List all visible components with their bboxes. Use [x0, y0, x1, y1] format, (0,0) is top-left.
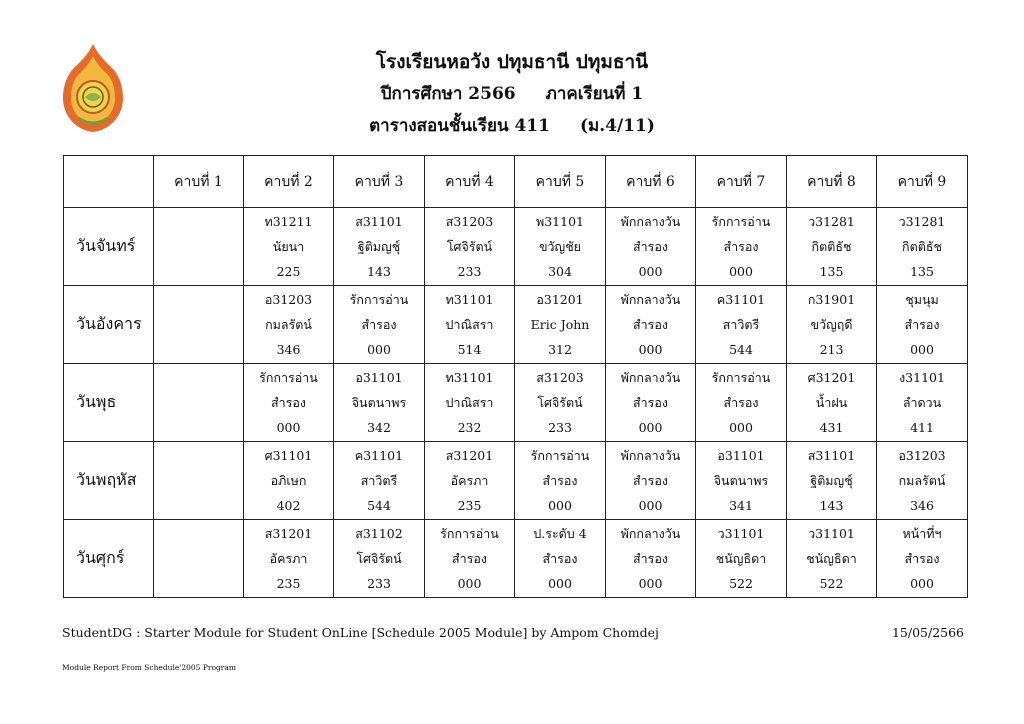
- room-number: 232: [457, 420, 482, 435]
- timetable-cell: [425, 520, 515, 598]
- room-number: 000: [729, 264, 753, 279]
- timetable-cell: [696, 520, 787, 598]
- school-title: โรงเรียนหอวัง ปทุมธานี ปทุมธานี: [375, 51, 649, 73]
- day-label: วันจันทร์: [64, 208, 154, 286]
- timetable-title: ตารางสอนชั้นเรียน 411: [369, 116, 550, 136]
- room-number: 233: [457, 264, 482, 279]
- timetable-cell: [787, 442, 877, 520]
- teacher-name: สำรอง: [633, 551, 668, 566]
- timetable-cell: [877, 208, 968, 286]
- teacher-name: ขวัญฤดี: [810, 317, 853, 332]
- timetable-cell: [425, 208, 515, 286]
- subject-code: ส31101: [807, 448, 856, 463]
- teacher-name: กมลรัตน์: [265, 317, 312, 332]
- room-number: 135: [910, 264, 934, 279]
- empty-cell: [154, 286, 244, 364]
- period-header: คาบที่ 1: [154, 156, 244, 208]
- teacher-name: Eric John: [530, 317, 590, 332]
- corner-cell: [64, 156, 154, 208]
- subject-code: ส31203: [445, 214, 494, 229]
- timetable: [63, 155, 968, 598]
- subject-code: รักการอ่าน: [259, 370, 318, 385]
- day-row: [64, 286, 968, 364]
- room-number: 544: [729, 342, 753, 357]
- room-number: 431: [819, 420, 844, 435]
- teacher-name: สำรอง: [633, 239, 668, 254]
- class-label: (ม.4/11): [579, 116, 655, 136]
- empty-cell: [154, 208, 244, 286]
- timetable-cell: [515, 286, 606, 364]
- room-number: 000: [457, 576, 482, 591]
- room-number: 304: [548, 264, 572, 279]
- timetable-cell: [606, 208, 696, 286]
- room-number: 514: [457, 342, 482, 357]
- room-number: 000: [638, 576, 663, 591]
- subject-code: ง31101: [899, 370, 945, 385]
- timetable-cell: [244, 442, 334, 520]
- teacher-name: สำรอง: [904, 317, 940, 332]
- teacher-name: น้ำฝน: [815, 395, 848, 410]
- room-number: 522: [729, 576, 753, 591]
- subject-code: ค31101: [716, 292, 766, 307]
- room-number: 411: [910, 420, 934, 435]
- teacher-name: ชนัญธิดา: [806, 551, 857, 566]
- teacher-name: โศจิรัตน์: [356, 551, 402, 566]
- teacher-name: อภิเษก: [270, 473, 307, 488]
- teacher-name: สำรอง: [904, 551, 940, 566]
- subject-code: พักกลางวัน: [620, 214, 681, 229]
- day-label: วันศุกร์: [64, 520, 154, 598]
- teacher-name: กิตติธัช: [811, 239, 852, 254]
- timetable-cell: [515, 442, 606, 520]
- teacher-name: โศจิรัตน์: [537, 395, 583, 410]
- period-header-row: [64, 156, 968, 208]
- teacher-name: กมลรัตน์: [898, 473, 946, 488]
- room-number: 402: [276, 498, 301, 513]
- timetable-cell: [515, 208, 606, 286]
- timetable-cell: [877, 364, 968, 442]
- period-header: คาบที่ 3: [334, 156, 425, 208]
- period-header: คาบที่ 4: [425, 156, 515, 208]
- subject-code: อ31101: [355, 370, 403, 385]
- room-number: 000: [367, 342, 391, 357]
- class-line: [200, 110, 824, 142]
- room-number: 233: [367, 576, 391, 591]
- timetable-cell: [334, 364, 425, 442]
- teacher-name: สำรอง: [723, 395, 759, 410]
- timetable-cell: [425, 442, 515, 520]
- timetable-cell: [334, 208, 425, 286]
- subject-code: ศ31101: [264, 448, 313, 463]
- teacher-name: จินตนาพร: [351, 395, 407, 410]
- timetable-cell: [244, 520, 334, 598]
- subject-code: ส31102: [355, 526, 403, 541]
- subject-code: รักการอ่าน: [530, 448, 590, 463]
- room-number: 235: [457, 498, 482, 513]
- subject-code: ว31281: [808, 214, 855, 229]
- teacher-name: สาวิตรี: [722, 317, 760, 332]
- subject-code: รักการอ่าน: [711, 214, 771, 229]
- footer-credit: StudentDG : Starter Module for Student OnLine [Schedule 2005 Module] by Ampom Chomdej: [62, 625, 659, 640]
- academic-year: ปีการศึกษา 2566: [380, 84, 516, 104]
- timetable-cell: [877, 442, 968, 520]
- room-number: 000: [276, 420, 301, 435]
- period-header: คาบที่ 8: [787, 156, 877, 208]
- room-number: 000: [638, 342, 663, 357]
- teacher-name: ฐิติมญชุ์: [357, 239, 401, 254]
- subject-code: ชุมนุม: [905, 292, 939, 307]
- report-header: [200, 46, 824, 142]
- timetable-cell: [334, 520, 425, 598]
- subject-code: ศ31201: [807, 370, 856, 385]
- period-header: คาบที่ 6: [606, 156, 696, 208]
- subject-code: ป.ระดับ 4: [533, 526, 587, 541]
- subject-code: รักการอ่าน: [440, 526, 499, 541]
- subject-code: ค31101: [354, 448, 404, 463]
- teacher-name: ปาณิสรา: [445, 395, 494, 410]
- timetable-cell: [696, 364, 787, 442]
- day-label: วันอังคาร: [64, 286, 154, 364]
- report-date: 15/05/2566: [891, 625, 964, 640]
- room-number: 000: [638, 264, 663, 279]
- room-number: 341: [729, 498, 753, 513]
- subject-code: อ31203: [898, 448, 946, 463]
- teacher-name: สำรอง: [361, 317, 397, 332]
- teacher-name: ปาณิสรา: [445, 317, 494, 332]
- room-number: 000: [548, 498, 572, 513]
- timetable-cell: [606, 442, 696, 520]
- timetable-cell: [515, 520, 606, 598]
- room-number: 225: [276, 264, 301, 279]
- room-number: 346: [910, 498, 934, 513]
- teacher-name: สำรอง: [271, 395, 306, 410]
- timetable-cell: [787, 520, 877, 598]
- term-line: [200, 78, 824, 110]
- teacher-name: สำรอง: [542, 551, 578, 566]
- subject-code: ว31101: [717, 526, 765, 541]
- teacher-name: สำรอง: [633, 317, 668, 332]
- teacher-name: นัยนา: [272, 239, 305, 254]
- room-number: 000: [729, 420, 753, 435]
- timetable-cell: [515, 364, 606, 442]
- timetable-cell: [696, 208, 787, 286]
- subject-code: รักการอ่าน: [711, 370, 771, 385]
- room-number: 312: [548, 342, 572, 357]
- room-number: 000: [638, 420, 663, 435]
- timetable-cell: [787, 364, 877, 442]
- school-emblem-icon: [60, 42, 126, 134]
- subject-code: พ31101: [535, 214, 584, 229]
- teacher-name: สำรอง: [723, 239, 759, 254]
- subject-code: อ31203: [264, 292, 313, 307]
- teacher-name: สำรอง: [542, 473, 578, 488]
- timetable-cell: [696, 286, 787, 364]
- subject-code: พักกลางวัน: [620, 526, 681, 541]
- empty-cell: [154, 364, 244, 442]
- semester: ภาคเรียนที่ 1: [545, 84, 644, 104]
- subject-code: หน้าที่ฯ: [902, 526, 942, 541]
- room-number: 000: [548, 576, 572, 591]
- subject-code: ว31281: [898, 214, 946, 229]
- subject-code: รักการอ่าน: [349, 292, 409, 307]
- teacher-name: สำรอง: [633, 473, 668, 488]
- subject-code: พักกลางวัน: [620, 370, 681, 385]
- room-number: 342: [367, 420, 391, 435]
- room-number: 000: [638, 498, 663, 513]
- timetable-cell: [787, 286, 877, 364]
- timetable-cell: [244, 364, 334, 442]
- subject-code: พักกลางวัน: [620, 448, 681, 463]
- timetable-cell: [334, 286, 425, 364]
- teacher-name: ขวัญชัย: [538, 239, 582, 254]
- period-header: คาบที่ 7: [696, 156, 787, 208]
- room-number: 000: [910, 576, 934, 591]
- day-row: [64, 208, 968, 286]
- day-row: [64, 520, 968, 598]
- teacher-name: อัครภา: [450, 473, 489, 488]
- subject-code: ท31101: [445, 292, 494, 307]
- timetable-cell: [425, 364, 515, 442]
- subject-code: ว31101: [808, 526, 855, 541]
- empty-cell: [154, 520, 244, 598]
- day-label: วันพุธ: [64, 364, 154, 442]
- subject-code: พักกลางวัน: [620, 292, 681, 307]
- room-number: 346: [276, 342, 301, 357]
- teacher-name: อัครภา: [269, 551, 308, 566]
- room-number: 233: [548, 420, 572, 435]
- teacher-name: กิตติธัช: [902, 239, 942, 254]
- timetable-cell: [787, 208, 877, 286]
- subject-code: ท31101: [445, 370, 494, 385]
- room-number: 135: [819, 264, 844, 279]
- room-number: 143: [367, 264, 391, 279]
- timetable-cell: [606, 364, 696, 442]
- footer-note: Module Report From Schedule'2005 Program: [62, 663, 236, 672]
- timetable-cell: [606, 286, 696, 364]
- teacher-name: ลำดวน: [902, 395, 942, 410]
- empty-cell: [154, 442, 244, 520]
- teacher-name: ชนัญธิดา: [715, 551, 767, 566]
- day-label: วันพฤหัส: [64, 442, 154, 520]
- period-header: คาบที่ 9: [877, 156, 968, 208]
- period-header: คาบที่ 2: [244, 156, 334, 208]
- room-number: 235: [276, 576, 301, 591]
- subject-code: ส31203: [536, 370, 584, 385]
- teacher-name: สำรอง: [452, 551, 487, 566]
- subject-code: ส31201: [264, 526, 313, 541]
- subject-code: ก31901: [807, 292, 856, 307]
- timetable-cell: [244, 208, 334, 286]
- subject-code: อ31201: [536, 292, 584, 307]
- timetable-cell: [334, 442, 425, 520]
- teacher-name: สาวิตรี: [360, 473, 398, 488]
- subject-code: ส31201: [445, 448, 494, 463]
- subject-code: ท31211: [264, 214, 313, 229]
- room-number: 213: [819, 342, 844, 357]
- period-header: คาบที่ 5: [515, 156, 606, 208]
- timetable-cell: [606, 520, 696, 598]
- timetable-cell: [425, 286, 515, 364]
- day-row: [64, 442, 968, 520]
- teacher-name: โศจิรัตน์: [446, 239, 493, 254]
- timetable-cell: [877, 286, 968, 364]
- teacher-name: ฐิติมญชุ์: [810, 473, 853, 488]
- teacher-name: จินตนาพร: [713, 473, 769, 488]
- day-row: [64, 364, 968, 442]
- timetable-cell: [877, 520, 968, 598]
- room-number: 000: [910, 342, 934, 357]
- subject-code: อ31101: [717, 448, 765, 463]
- room-number: 544: [367, 498, 391, 513]
- room-number: 143: [819, 498, 844, 513]
- subject-code: ส31101: [355, 214, 403, 229]
- room-number: 522: [819, 576, 844, 591]
- timetable-cell: [244, 286, 334, 364]
- teacher-name: สำรอง: [633, 395, 668, 410]
- timetable-cell: [696, 442, 787, 520]
